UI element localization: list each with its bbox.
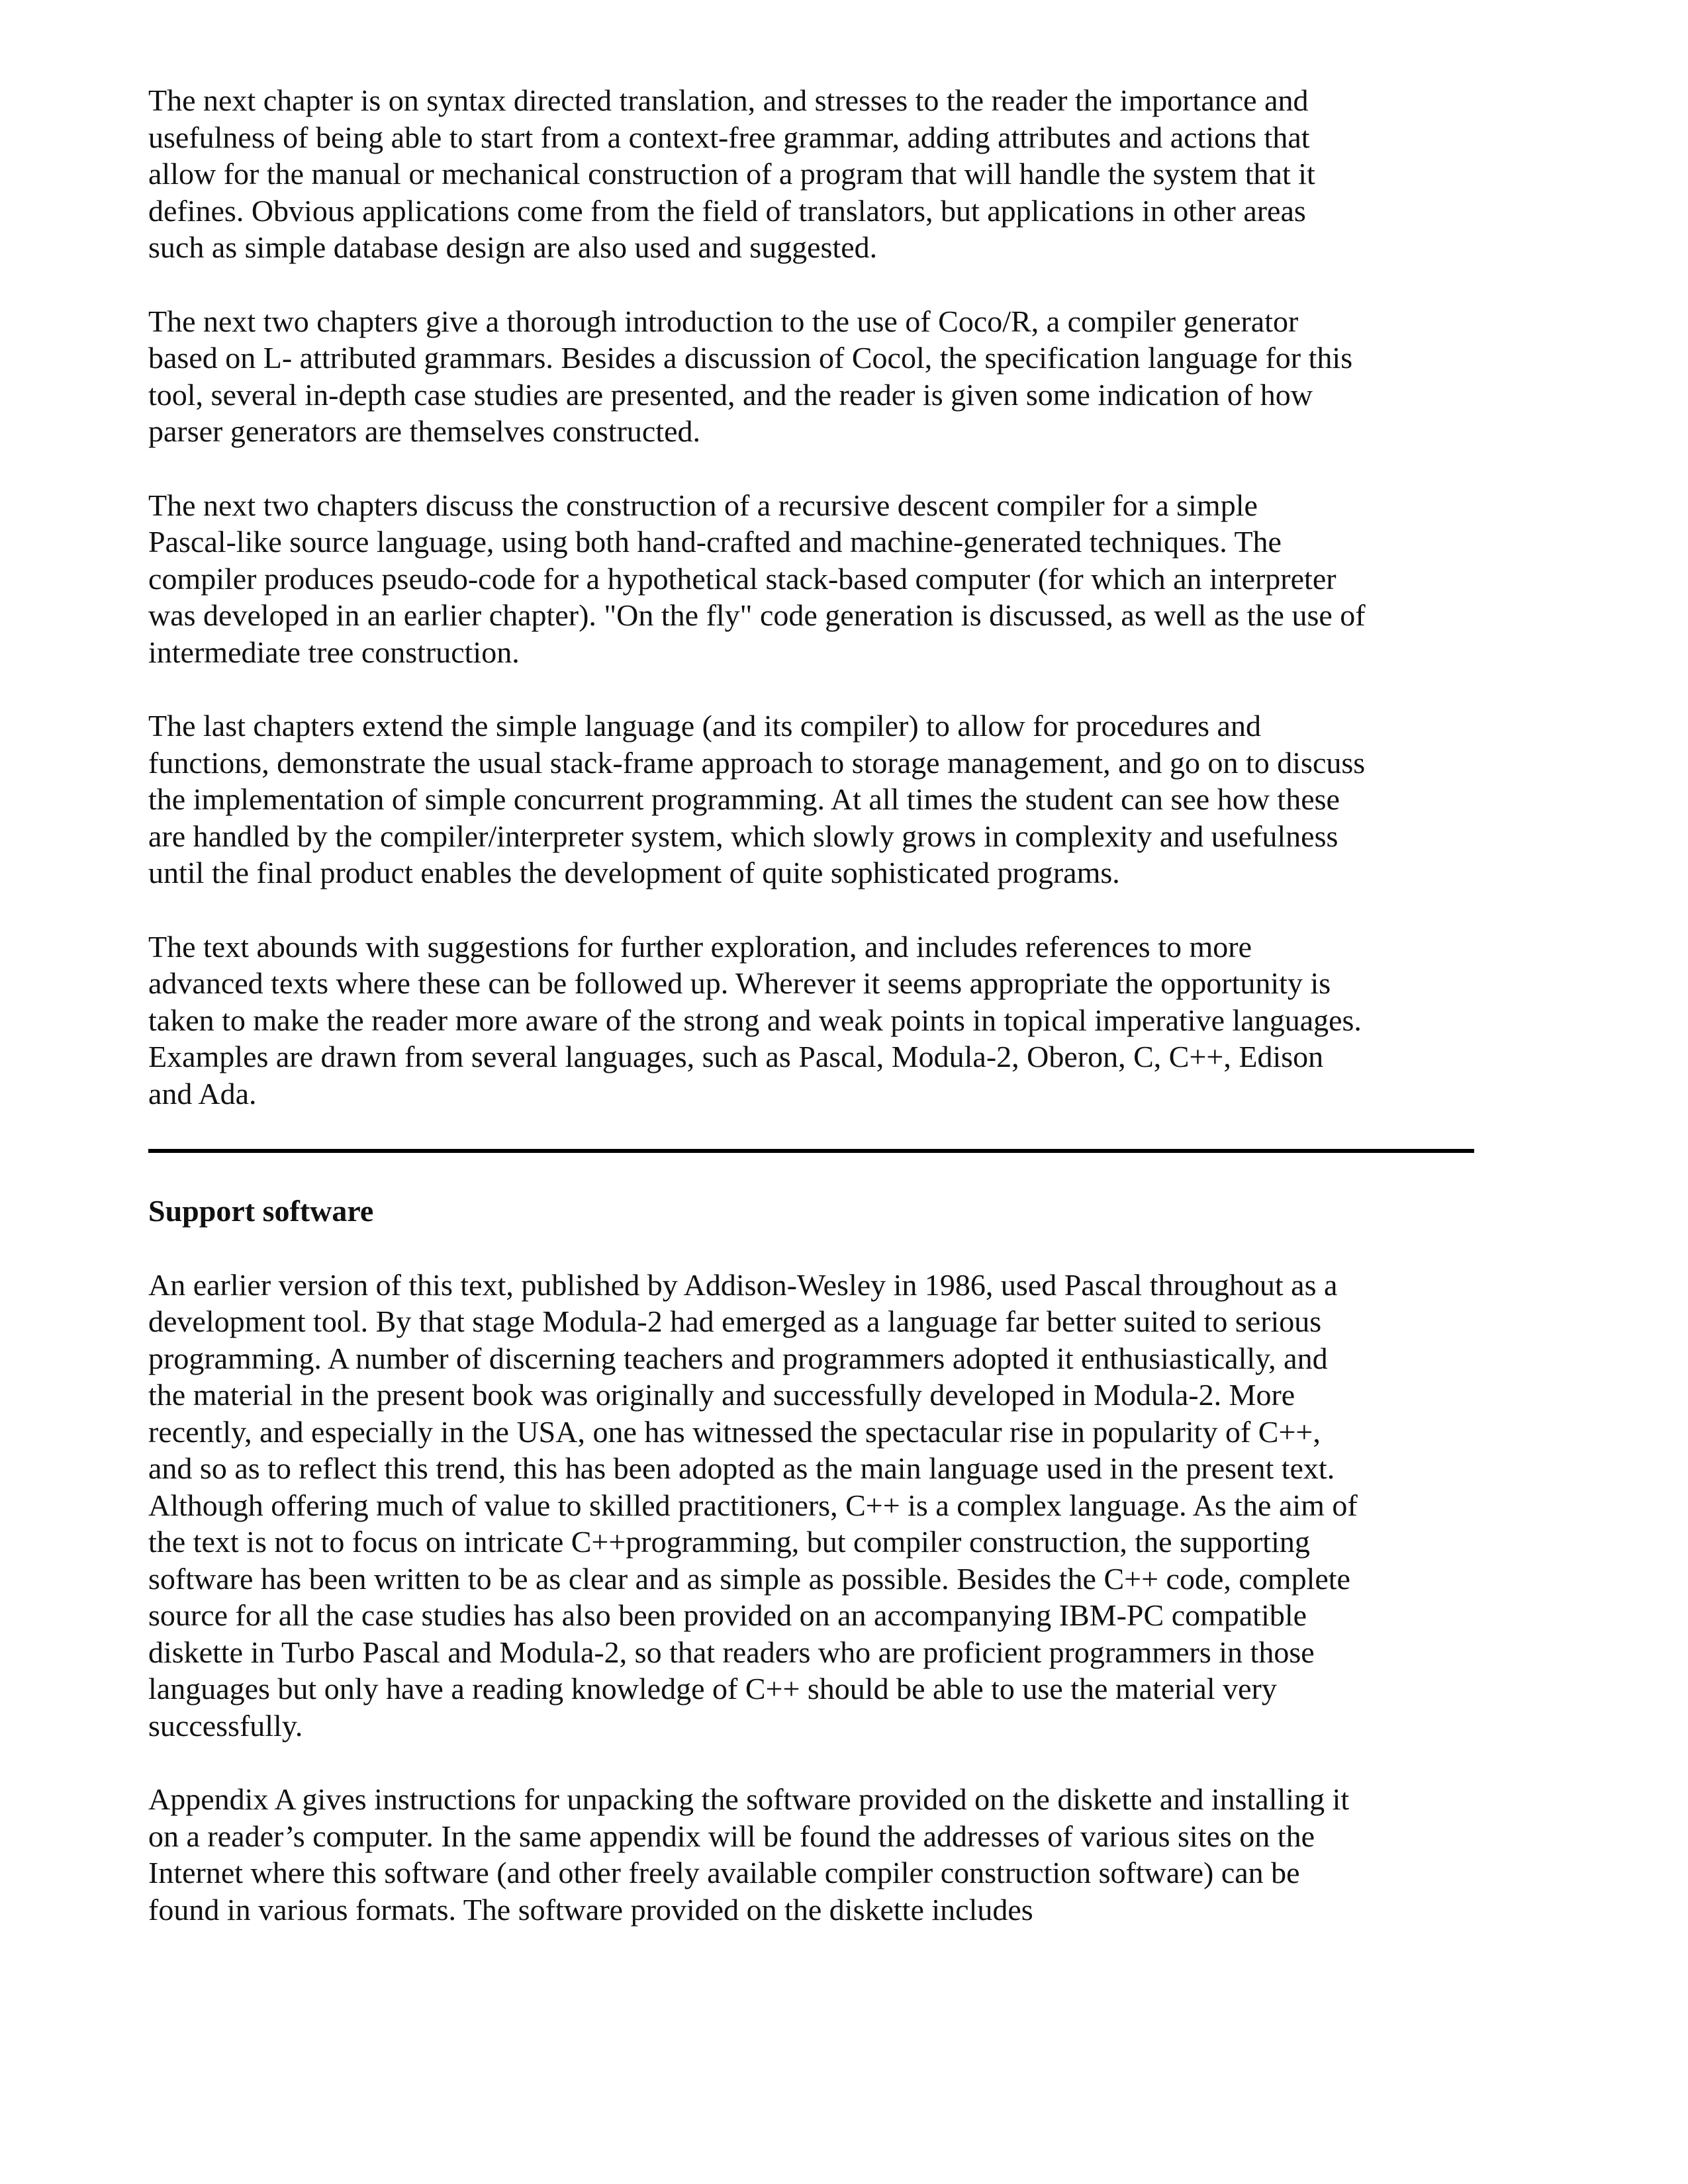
paragraph-further-exploration: The text abounds with suggestions for further exploration, and includes references to more advanced texts where these can be followed up. Wherever it seems appropriate the opportunity is taken to make the reader more aware of the strong and weak points in topical imperative languages. Examples are drawn from several languages, such as Pascal, Modula-2, Oberon, C, C++, Edison and Ada. bbox=[148, 929, 1362, 1111]
paragraph-syntax-directed-translation: The next chapter is on syntax directed translation, and stresses to the reader the importance and usefulness of being able to start from a context-free grammar, adding attributes and actions that allow for the manual or mechanical construction of a program that will handle the system that it defines. Obvious applications come from the field of translators, but applications in other areas such as simple database design are also used and suggested. bbox=[148, 83, 1315, 264]
section-divider bbox=[148, 1149, 1474, 1153]
document-page bbox=[148, 82, 1485, 1965]
paragraph-coco-r: The next two chapters give a thorough introduction to the use of Coco/R, a compiler generator based on L- attributed grammars. Besides a discussion of Cocol, the specification language for this tool, several in-depth case studies are presented, and the reader is given some indication of how parser generators are themselves constructed. bbox=[148, 304, 1353, 448]
paragraph-last-chapters: The last chapters extend the simple language (and its compiler) to allow for procedures and functions, demonstrate the usual stack-frame approach to storage management, and go on to discuss the implementation of simple concurrent programming. At all times the student can see how these are handled by the compiler/interpreter system, which slowly grows in complexity and usefulness until the final product enables the development of quite sophisticated programs. bbox=[148, 709, 1366, 889]
paragraph-earlier-version: An earlier version of this text, published by Addison-Wesley in 1986, used Pascal throughout as a development tool. By that stage Modula-2 had emerged as a language far better suited to serious programming. A number of discerning teachers and programmers adopted it enthusiastically, and the material in the present book was originally and successfully developed in Modula-2. More recently, and especially in the USA, one has witnessed the spectacular rise in popularity of C++, and so as to reflect this trend, this has been adopted as the main language used in the present text. Although offering much of value to skilled practitioners, C++ is a complex language. As the aim of the text is not to focus on intricate C++programming, but compiler construction, the supporting software has been written to be as clear and as simple as possible. Besides the C++ code, complete source for all the case studies has also been provided on an accompanying IBM-PC compatible diskette in Turbo Pascal and Modula-2, so that readers who are proficient programmers in those languages but only have a reading knowledge of C++ should be able to use the material very successfully. bbox=[148, 1267, 1358, 1743]
paragraph-appendix-a: Appendix A gives instructions for unpacking the software provided on the diskette and installing it on a reader’s computer. In the same appendix will be found the addresses of various sites on the Internet where this software (and other freely available compiler construction software) can be found in various formats. The software provided on the diskette includes bbox=[148, 1782, 1350, 1927]
section-heading-support-software: Support software bbox=[148, 1194, 374, 1228]
paragraph-recursive-descent: The next two chapters discuss the construction of a recursive descent compiler for a simple Pascal-like source language, using both hand-crafted and machine-generated techniques. The compiler produces pseudo-code for a hypothetical stack-based computer (for which an interpreter was developed in an earlier chapter). "On the fly" code generation is discussed, as well as the use of intermediate tree construction. bbox=[148, 488, 1366, 669]
